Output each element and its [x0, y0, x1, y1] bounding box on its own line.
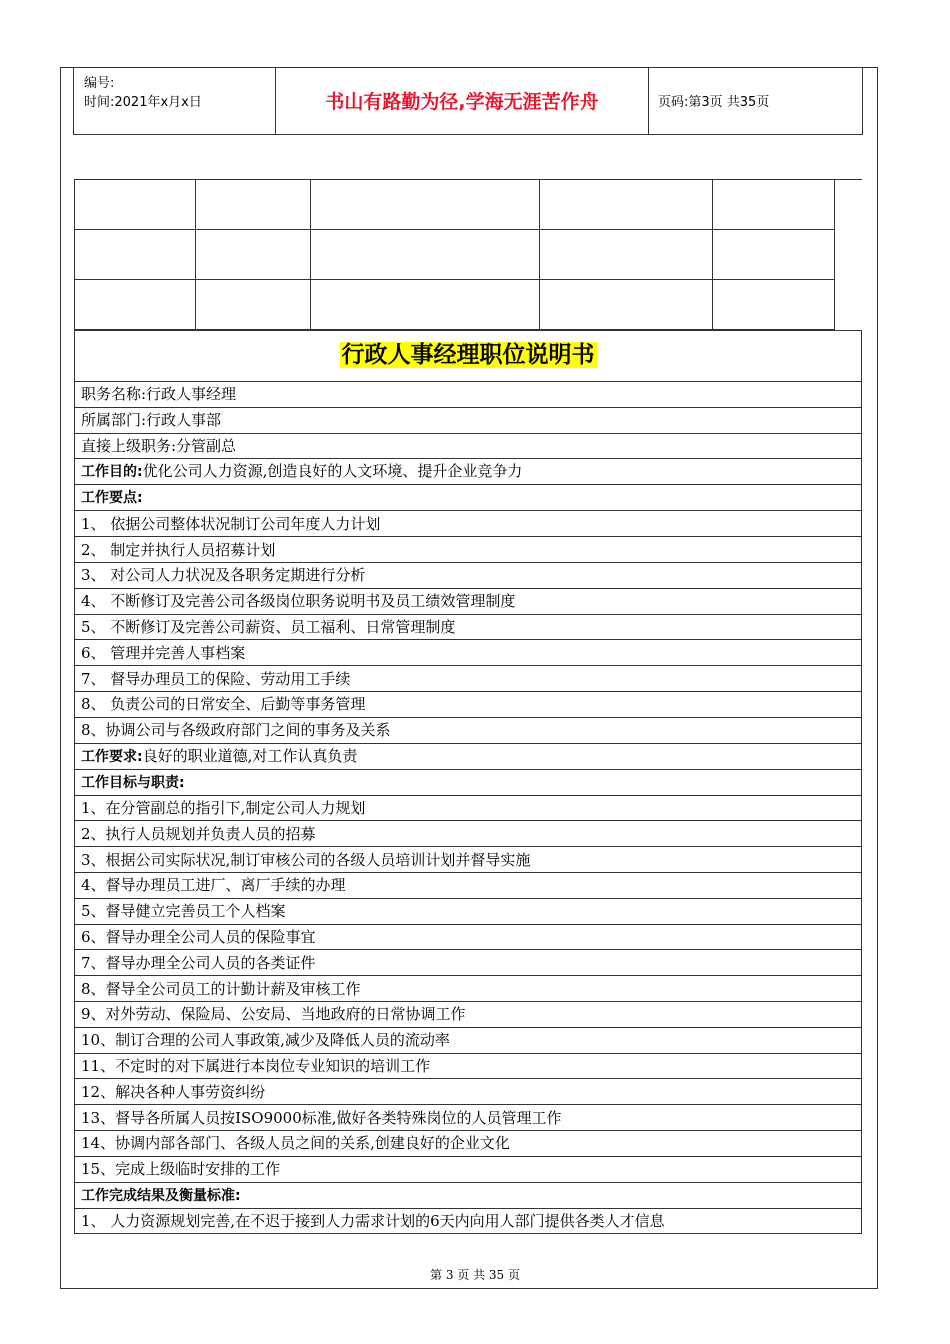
key-point-item: 6、 管理并完善人事档案: [75, 640, 862, 666]
table-row: [75, 795, 862, 821]
table-row: [75, 382, 862, 408]
duty-item: 6、督导办理全公司人员的保险事宜: [75, 924, 862, 950]
duties-label: 工作目标与职责:: [81, 774, 185, 791]
table-row: [75, 614, 862, 640]
table-row: [75, 691, 862, 717]
table-row: [75, 433, 862, 459]
duty-item: 1、在分管副总的指引下,制定公司人力规划: [75, 795, 862, 821]
table-row: [75, 924, 862, 950]
duty-item: 14、协调内部各部门、各级人员之间的关系,创建良好的企业文化: [75, 1130, 862, 1156]
table-row: [75, 666, 862, 692]
title-row: [75, 331, 862, 382]
purpose-label: 工作目的:: [81, 464, 143, 481]
empty-grid-table: [74, 179, 835, 330]
table-row: [75, 1079, 862, 1105]
key-point-item: 1、 依据公司整体状况制订公司年度人力计划: [75, 511, 862, 537]
empty-grid-row: [75, 280, 835, 330]
duty-item: 12、解决各种人事劳资纠纷: [75, 1079, 862, 1105]
duty-item: 11、不定时的对下属进行本岗位专业知识的培训工作: [75, 1053, 862, 1079]
department: 所属部门:行政人事部: [75, 407, 862, 433]
table-row: [75, 1208, 862, 1234]
table-row: [75, 717, 862, 743]
table-row: [75, 640, 862, 666]
duty-item: 4、督导办理员工进厂、离厂手续的办理: [75, 872, 862, 898]
duty-item: 9、对外劳动、保险局、公安局、当地政府的日常协调工作: [75, 1001, 862, 1027]
table-row: [75, 976, 862, 1002]
document-title: 行政人事经理职位说明书: [341, 342, 595, 368]
header-page-info: 页码:第3页 共35页: [658, 95, 770, 110]
empty-grid-row: [75, 180, 835, 230]
table-row: [75, 847, 862, 873]
document-number-label: 编号:: [84, 76, 115, 91]
table-row: [75, 1053, 862, 1079]
table-row: [75, 511, 862, 537]
job-description-table: [74, 330, 862, 1234]
page-header: [73, 67, 863, 135]
table-row: [75, 562, 862, 588]
key-point-item: 2、 制定并执行人员招募计划: [75, 537, 862, 563]
duty-item: 10、制订合理的公司人事政策,减少及降低人员的流动率: [75, 1027, 862, 1053]
duty-item: 8、督导全公司员工的计勤计薪及审核工作: [75, 976, 862, 1002]
key-point-item: 5、 不断修订及完善公司薪资、员工福利、日常管理制度: [75, 614, 862, 640]
purpose-text: 优化公司人力资源,创造良好的人文环境、提升企业竞争力: [142, 462, 523, 481]
result-item: 1、 人力资源规划完善,在不迟于接到人力需求计划的6天内向用人部门提供各类人才信息: [75, 1208, 862, 1234]
duty-item: 15、完成上级临时安排的工作: [75, 1156, 862, 1182]
key-points-label: 工作要点:: [81, 490, 143, 507]
key-point-item: 8、 负责公司的日常安全、后勤等事务管理: [75, 691, 862, 717]
table-row: [75, 743, 862, 769]
key-point-item: 7、 督导办理员工的保险、劳动用工手续: [75, 666, 862, 692]
duty-item: 5、督导健立完善员工个人档案: [75, 898, 862, 924]
job-name: 职务名称:行政人事经理: [75, 382, 862, 408]
requirements-label: 工作要求:: [81, 748, 143, 765]
table-row: [75, 821, 862, 847]
table-row: [75, 1130, 862, 1156]
header-motto: 书山有路勤为径,学海无涯苦作舟: [275, 67, 649, 134]
table-row: [75, 1182, 862, 1208]
table-row: [75, 1105, 862, 1131]
results-label: 工作完成结果及衡量标准:: [81, 1187, 241, 1204]
table-row: [75, 769, 862, 795]
key-point-item: 4、 不断修订及完善公司各级岗位职务说明书及员工绩效管理制度: [75, 588, 862, 614]
table-row: [75, 588, 862, 614]
table-row: [75, 1001, 862, 1027]
table-row: [75, 1027, 862, 1053]
table-row: [75, 898, 862, 924]
page-footer: 第 3 页 共 35 页: [430, 1268, 520, 1282]
table-row: [75, 950, 862, 976]
table-row: [75, 537, 862, 563]
table-row: [75, 872, 862, 898]
header-meta: [74, 67, 275, 134]
table-row: [75, 459, 862, 485]
document-time-label: 时间:2021年x月x日: [84, 95, 202, 110]
key-point-item: 8、协调公司与各级政府部门之间的事务及关系: [75, 717, 862, 743]
requirements-text: 良好的职业道德,对工作认真负责: [142, 746, 358, 765]
duty-item: 7、督导办理全公司人员的各类证件: [75, 950, 862, 976]
table-row: [75, 407, 862, 433]
duty-item: 3、根据公司实际状况,制订审核公司的各级人员培训计划并督导实施: [75, 847, 862, 873]
table-row: [75, 485, 862, 511]
table-row: [75, 1156, 862, 1182]
duty-item: 13、督导各所属人员按ISO9000标准,做好各类特殊岗位的人员管理工作: [75, 1105, 862, 1131]
duty-item: 2、执行人员规划并负责人员的招募: [75, 821, 862, 847]
empty-grid-row: [75, 230, 835, 280]
grid-top-line-extension: [835, 179, 862, 180]
key-point-item: 3、 对公司人力状况及各职务定期进行分析: [75, 562, 862, 588]
superior: 直接上级职务:分管副总: [75, 433, 862, 459]
